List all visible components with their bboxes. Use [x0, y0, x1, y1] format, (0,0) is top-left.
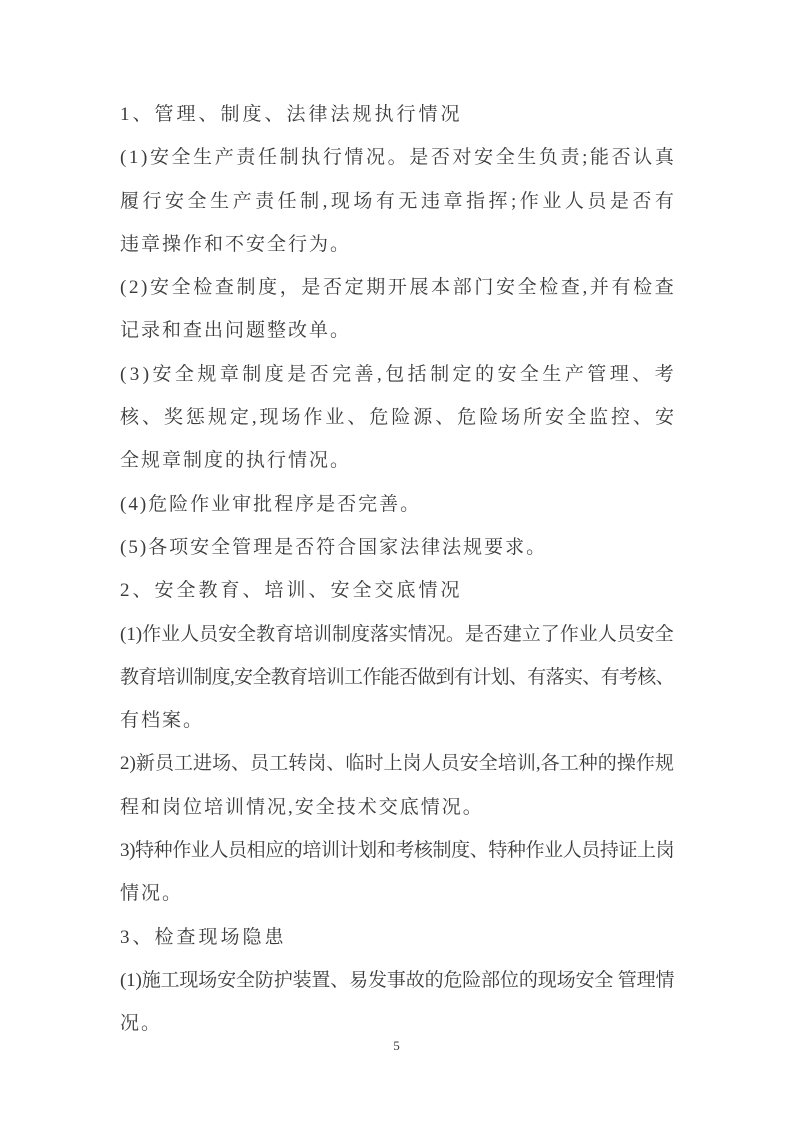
text-line: 况。 — [120, 1013, 163, 1035]
text-column — [120, 93, 674, 1046]
text-line: 有档案。 — [120, 710, 205, 732]
text-line: 核 、 奖 惩 规 定 , 现 场 作 业 、 危 险 源 、 危 险 场 所 安 全 监 控 、 安 — [120, 407, 674, 429]
text-line: 2、安全教育、培训、安全交底情况 — [120, 580, 463, 602]
text-line: (4)危险作业审批程序是否完善。 — [120, 493, 422, 515]
item-1-5 — [120, 526, 674, 569]
text-line: ( 1 ) 施 工 现 场 安 全 防 护 装 置 、 易 发 事 故 的 危 险 部 位 的 现 场 安 全 管 理 情 — [120, 969, 675, 991]
section-heading-2 — [120, 569, 674, 612]
text-line: 违章操作和不安全行为。 — [120, 233, 352, 255]
text-line: 记录和查出问题整改单。 — [120, 320, 352, 342]
text-line: (5)各项安全管理是否符合国家法律法规要求。 — [120, 536, 548, 558]
text-line: ( 2 ) 安 全 检 查 制 度 ， 是 否 定 期 开 展 本 部 门 安 全 检 查 , 并 有 检 查 — [120, 277, 674, 299]
item-2-1 — [120, 613, 674, 743]
item-1-2 — [120, 266, 674, 353]
text-line: 全规章制度的执行情况。 — [120, 450, 352, 472]
item-1-3 — [120, 353, 674, 483]
item-1-1 — [120, 136, 674, 266]
item-1-4 — [120, 483, 674, 526]
section-heading-3 — [120, 916, 674, 959]
text-line: 1、管理、制度、法律法规执行情况 — [120, 104, 463, 125]
text-line: 教 育 培 训 制 度 , 安 全 教 育 培 训 工 作 能 否 做 到 有 计 划 、 有 落 实 、 有 考 核 、 — [120, 666, 674, 688]
text-line: ( 1 ) 作 业 人 员 安 全 教 育 培 训 制 度 落 实 情 况 。 是 否 建 立 了 作 业 人 员 安 全 — [120, 623, 674, 645]
text-line: 程和岗位培训情况,安全技术交底情况。 — [120, 796, 484, 818]
text-line: 2 ) 新 员 工 进 场 、 员 工 转 岗 、 临 时 上 岗 人 员 安 全 培 训 , 各 工 种 的 操 作 规 — [120, 753, 674, 775]
text-line: ( 3 ) 安 全 规 章 制 度 是 否 完 善 , 包 括 制 定 的 安 全 生 产 管 理 、 考 — [120, 363, 674, 385]
text-line: 履 行 安 全 生 产 责 任 制 , 现 场 有 无 违 章 指 挥 ; 作 业 人 员 是 否 有 — [120, 190, 674, 212]
item-3-1 — [120, 959, 674, 1046]
page-number: 5 — [393, 1038, 400, 1053]
item-2-2 — [120, 742, 674, 829]
item-2-3 — [120, 829, 674, 916]
text-line: 3、检查现场隐患 — [120, 926, 287, 948]
section-heading-1 — [120, 93, 674, 136]
text-line: ( 1 ) 安 全 生 产 责 任 制 执 行 情 况 。 是 否 对 安 全 生 负 责 ; 能 否 认 真 — [120, 147, 674, 169]
text-line: 情况。 — [120, 883, 184, 905]
text-line: 3 ) 特 种 作 业 人 员 相 应 的 培 训 计 划 和 考 核 制 度 、 特 种 作 业 人 员 持 证 上 岗 — [120, 840, 675, 862]
